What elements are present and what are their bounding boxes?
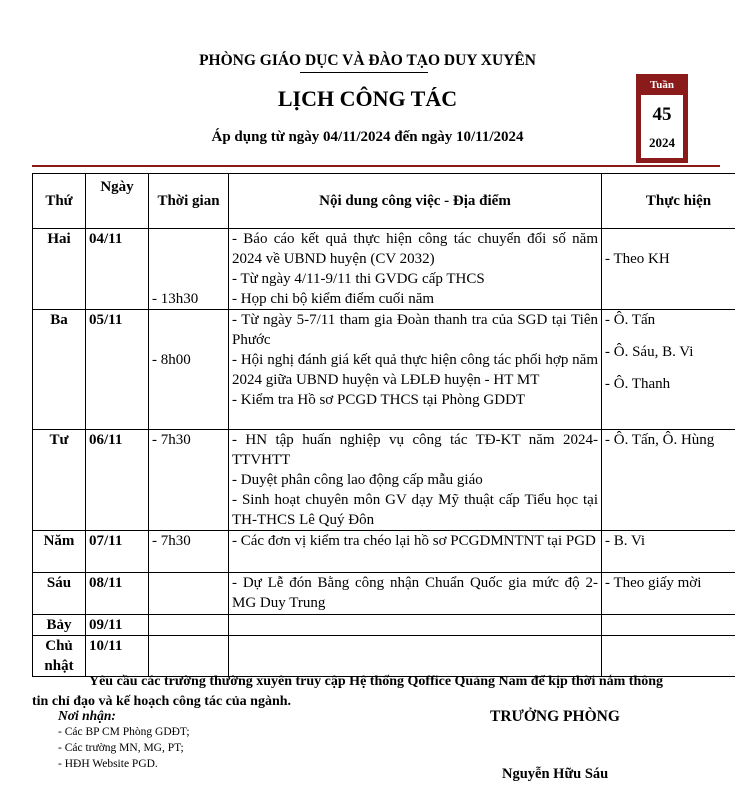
content-item: - Báo cáo kết quả thực hiện công tác chuyển đổi số năm 2024 về UBND huyện (CV 2032) bbox=[232, 231, 598, 267]
table-row bbox=[33, 430, 735, 531]
time-cell bbox=[149, 310, 229, 430]
table-row bbox=[33, 229, 735, 310]
recipients-list bbox=[58, 724, 190, 772]
signer-name: Nguyễn Hữu Sáu bbox=[502, 766, 609, 782]
time-entry bbox=[152, 249, 225, 269]
date-cell: 04/11 bbox=[86, 229, 149, 310]
header-divider bbox=[32, 165, 720, 167]
time-entry bbox=[152, 330, 225, 350]
content-cell bbox=[229, 430, 602, 531]
assignee-cell bbox=[602, 636, 735, 677]
content-item: - Từ ngày 5-7/11 tham gia Đoàn thanh tra của SGD tại Tiên Phước bbox=[232, 312, 598, 348]
assignee-entry: - Ô. Sáu, B. Vi bbox=[605, 344, 694, 360]
content-item bbox=[232, 615, 598, 635]
time-entry: - 7h30 bbox=[152, 432, 191, 448]
date-cell: 07/11 bbox=[86, 531, 149, 573]
recipient-item: - Các trường MN, MG, PT; bbox=[58, 742, 184, 754]
date-cell: 08/11 bbox=[86, 573, 149, 615]
assignee-cell bbox=[602, 531, 735, 573]
date-cell: 06/11 bbox=[86, 430, 149, 531]
day-cell: Năm bbox=[33, 531, 86, 573]
content-cell bbox=[229, 229, 602, 310]
day-cell: Ba bbox=[33, 310, 86, 430]
organization-name: PHÒNG GIÁO DỤC VÀ ĐÀO TẠO DUY XUYÊN bbox=[199, 52, 536, 69]
day-cell: Chủ nhật bbox=[33, 636, 86, 677]
assignee-cell bbox=[602, 430, 735, 531]
time-cell bbox=[149, 615, 229, 636]
content-item: - Dự Lễ đón Bằng công nhận Chuẩn Quốc gia mức độ 2- MG Duy Trung bbox=[232, 575, 598, 611]
week-box bbox=[641, 95, 683, 158]
notice-line-2: tin chỉ đạo và kế hoạch công tác của ngành. bbox=[32, 694, 292, 709]
date-cell: 05/11 bbox=[86, 310, 149, 430]
assignee-entry: - Ô. Tấn, Ô. Hùng bbox=[605, 432, 715, 448]
time-entry: - 13h30 bbox=[152, 291, 199, 307]
week-number: 45 bbox=[652, 104, 672, 125]
time-cell bbox=[149, 229, 229, 310]
signer-title: TRƯỞNG PHÒNG bbox=[490, 708, 620, 725]
schedule-rows bbox=[33, 229, 735, 677]
content-item: - Họp chi bộ kiểm điểm cuối năm bbox=[232, 291, 435, 307]
time-cell bbox=[149, 636, 229, 677]
assignee-cell bbox=[602, 310, 735, 430]
content-item: - Từ ngày 4/11-9/11 thi GVDG cấp THCS bbox=[232, 271, 485, 287]
day-cell: Sáu bbox=[33, 573, 86, 615]
day-cell: Bảy bbox=[33, 615, 86, 636]
notice bbox=[32, 672, 720, 712]
time-entry bbox=[152, 615, 225, 635]
table-row bbox=[33, 573, 735, 615]
assignee-entry bbox=[605, 636, 735, 656]
date-cell: 10/11 bbox=[86, 636, 149, 677]
recipients-title: Nơi nhận: bbox=[58, 708, 116, 723]
content-cell bbox=[229, 636, 602, 677]
content-item: - Hội nghị đánh giá kết quả thực hiện công tác phối hợp năm 2024 giữa UBND huyện và LĐLĐ huyện - HT MT bbox=[232, 352, 598, 388]
time-entry bbox=[152, 229, 225, 249]
time-cell bbox=[149, 531, 229, 573]
header-time: Thời gian bbox=[149, 174, 229, 229]
assignee-entry: - Ô. Thanh bbox=[605, 376, 671, 392]
table-row bbox=[33, 615, 735, 636]
time-entry bbox=[152, 269, 225, 289]
header-date: Ngày bbox=[86, 174, 149, 229]
table-header-row bbox=[33, 174, 735, 229]
content-cell bbox=[229, 310, 602, 430]
day-cell: Hai bbox=[33, 229, 86, 310]
content-item: - HN tập huấn nghiệp vụ công tác TĐ-KT năm 2024- TTVHTT bbox=[232, 432, 598, 468]
week-label: Tuần bbox=[649, 79, 675, 91]
time-entry bbox=[152, 636, 225, 656]
week-badge bbox=[636, 74, 688, 163]
assignee-cell bbox=[602, 229, 735, 310]
content-cell bbox=[229, 573, 602, 615]
content-item: - Duyệt phân công lao động cấp mẫu giáo bbox=[232, 472, 483, 488]
time-entry: - 7h30 bbox=[152, 533, 191, 549]
time-entry bbox=[152, 573, 225, 593]
assignee-cell bbox=[602, 615, 735, 636]
content-item: - Kiểm tra Hồ sơ PCGD THCS tại Phòng GDDT bbox=[232, 392, 526, 408]
time-cell bbox=[149, 430, 229, 531]
time-cell bbox=[149, 573, 229, 615]
content-item: - Các đơn vị kiểm tra chéo lại hồ sơ PCGDMNTNT tại PGD bbox=[232, 533, 596, 549]
content-item bbox=[232, 636, 598, 656]
date-range: Áp dụng từ ngày 04/11/2024 đến ngày 10/11/2024 bbox=[211, 129, 524, 145]
content-cell bbox=[229, 531, 602, 573]
recipient-item: - Các BP CM Phòng GDĐT; bbox=[58, 726, 190, 738]
schedule-table bbox=[32, 173, 735, 677]
assignee-entry: - Theo giấy mời bbox=[605, 575, 702, 591]
page-title: LỊCH CÔNG TÁC bbox=[277, 86, 458, 111]
time-entry bbox=[152, 310, 225, 330]
header-content: Nội dung công việc - Địa điểm bbox=[229, 174, 602, 229]
assignee-entry: - B. Vi bbox=[605, 533, 646, 549]
assignee-entry bbox=[605, 615, 735, 635]
content-item: - Sinh hoạt chuyên môn GV dạy Mỹ thuật cấp Tiểu học tại TH-THCS Lê Quý Đôn bbox=[232, 492, 598, 528]
date-cell: 09/11 bbox=[86, 615, 149, 636]
content-cell bbox=[229, 615, 602, 636]
assignee-entry bbox=[605, 229, 735, 249]
assignee-entry: - Theo KH bbox=[605, 251, 670, 267]
time-entry: - 8h00 bbox=[152, 352, 191, 368]
table-row bbox=[33, 531, 735, 573]
header-day: Thứ bbox=[33, 174, 86, 229]
assignee-entry: - Ô. Tấn bbox=[605, 312, 656, 328]
table-row bbox=[33, 636, 735, 677]
day-cell: Tư bbox=[33, 430, 86, 531]
notice-line-1: Yêu cầu các trường thường xuyên truy cập Hệ thống Qoffice Quảng Nam để kịp thời nắm thông bbox=[88, 674, 664, 689]
week-year: 2024 bbox=[649, 135, 675, 150]
recipient-item: - HĐH Website PGD. bbox=[58, 758, 158, 770]
assignee-cell bbox=[602, 573, 735, 615]
header-assignee: Thực hiện bbox=[602, 174, 735, 229]
table-row bbox=[33, 310, 735, 430]
organization-underline bbox=[300, 72, 428, 73]
